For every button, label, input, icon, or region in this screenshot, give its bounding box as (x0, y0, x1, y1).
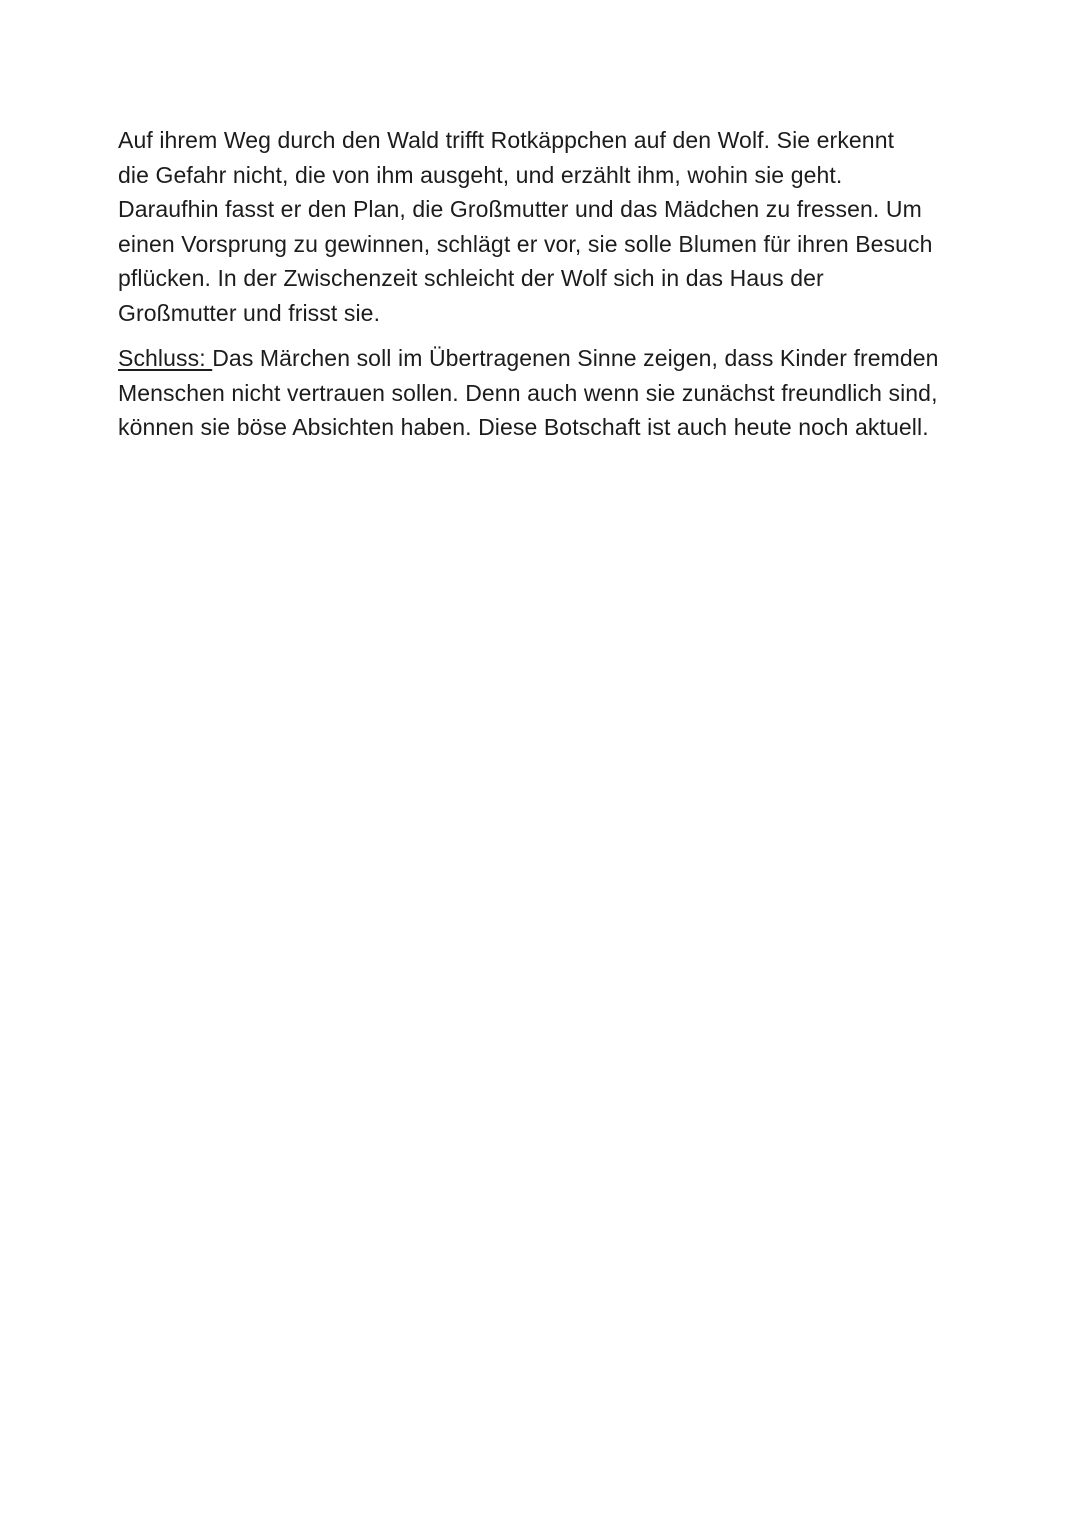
text-line: Daraufhin fasst er den Plan, die Großmutter und das Mädchen zu fressen. Um (118, 196, 922, 222)
text-line: Großmutter und frisst sie. (118, 299, 381, 326)
conclusion-heading: Schluss: (118, 345, 213, 371)
text-line: einen Vorsprung zu gewinnen, schlägt er vor, sie solle Blumen für ihren Besuch (118, 230, 933, 257)
essay-paragraph-conclusion (118, 341, 993, 445)
text-line: die Gefahr nicht, die von ihm ausgeht, und erzählt ihm, wohin sie geht. (118, 161, 843, 188)
text-line: Auf ihrem Weg durch den Wald trifft Rotkäppchen auf den Wolf. Sie erkennt (118, 127, 895, 153)
text-line: können sie böse Absichten haben. Diese Botschaft ist auch heute noch aktuell. (118, 414, 929, 440)
essay-paragraph-body (118, 123, 993, 330)
text-line (118, 341, 993, 376)
text-line: Menschen nicht vertrauen sollen. Denn auch wenn sie zunächst freundlich sind, (118, 379, 938, 406)
conclusion-first-line-text: Das Märchen soll im Übertragenen Sinne zeigen, dass Kinder fremden (212, 345, 939, 371)
essay-text-block (118, 123, 993, 445)
text-line: pflücken. In der Zwischenzeit schleicht der Wolf sich in das Haus der (118, 265, 824, 291)
